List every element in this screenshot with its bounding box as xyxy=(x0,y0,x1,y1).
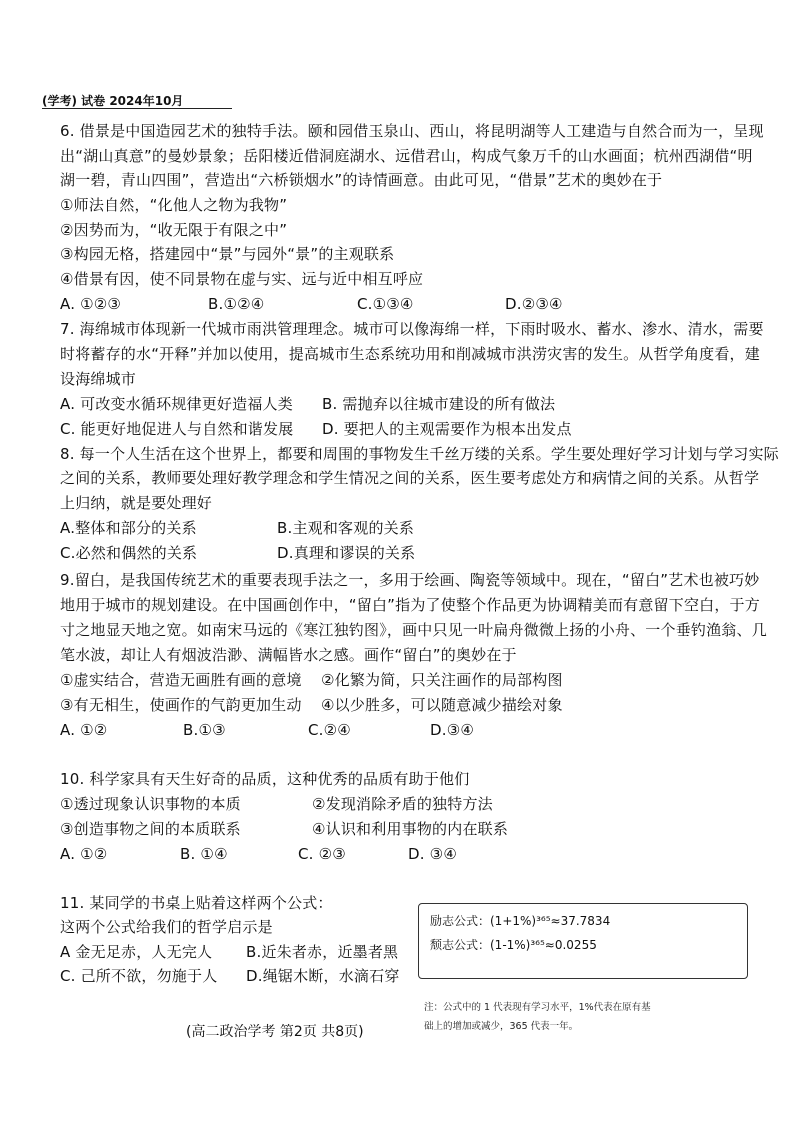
q6-option-d: D.②③④ xyxy=(505,295,563,313)
q9-stem-line-2: 地用于城市的规划建设。在中国画创作中，“留白”指为了使整个作品更为协调精美而有意留下空白，于方 xyxy=(60,596,760,614)
q10-option-d: D. ③④ xyxy=(408,845,457,863)
q10-item-1: ①透过现象认识事物的本质 xyxy=(60,795,241,813)
q11-option-d: D.绳锯木断，水滴石穿 xyxy=(246,967,400,985)
q6-item-4: ④借景有因，使不同景物在虚与实、远与近中相互呼应 xyxy=(60,270,424,288)
q11-stem-2: 这两个公式给我们的哲学启示是 xyxy=(60,918,273,936)
q11-option-b: B.近朱者赤，近墨者黑 xyxy=(246,943,399,961)
q8-option-c: C.必然和偶然的关系 xyxy=(60,544,198,562)
q9-item-1: ①虚实结合，营造无画胜有画的意境 xyxy=(60,671,302,689)
q7-stem-line-1: 7. 海绵城市体现新一代城市雨洪管理理念。城市可以像海绵一样，下雨时吸水、蓄水、渗水、清水，需要 xyxy=(60,320,764,338)
q6-item-3: ③构园无格，搭建园中“景”与园外“景”的主观联系 xyxy=(60,245,395,263)
q6-stem-line-3: 湖一碧，青山四围”，营造出“六桥锁烟水”的诗情画意。由此可见，“借景”艺术的奥妙在于 xyxy=(60,171,663,189)
q7-option-d: D. 要把人的主观需要作为根本出发点 xyxy=(322,420,572,438)
q10-stem: 10. 科学家具有天生好奇的品质，这种优秀的品质有助于他们 xyxy=(60,770,470,788)
q11-option-c: C. 己所不欲，勿施于人 xyxy=(60,967,218,985)
q9-stem-line-4: 笔水波，却让人有烟波浩渺、满幅皆水之感。画作“留白”的奥妙在于 xyxy=(60,646,517,664)
q6-item-2: ②因势而为，“收无限于有限之中” xyxy=(60,221,288,239)
q6-option-a: A. ①②③ xyxy=(60,295,122,313)
q6-stem-line-2: 出“湖山真意”的曼妙景象；岳阳楼近借洞庭湖水、远借君山，构成气象万千的山水画面；杭州西湖借“明 xyxy=(60,147,753,165)
q9-item-3: ③有无相生，使画作的气韵更加生动 xyxy=(60,696,302,714)
q7-option-a: A. 可改变水循环规律更好造福人类 xyxy=(60,395,293,413)
q6-option-c: C.①③④ xyxy=(357,295,414,313)
q10-item-2: ②发现消除矛盾的独特方法 xyxy=(312,795,493,813)
q11-option-a: A 金无足赤，人无完人 xyxy=(60,943,213,961)
q9-option-d: D.③④ xyxy=(430,721,475,739)
q7-option-c: C. 能更好地促进人与自然和谐发展 xyxy=(60,420,294,438)
page-header: (学考) 试卷 2024年10月 xyxy=(42,94,184,108)
q7-option-b: B. 需抛弃以往城市建设的所有做法 xyxy=(322,395,556,413)
q10-item-4: ④认识和利用事物的内在联系 xyxy=(312,820,509,838)
q11-stem: 11. 某同学的书桌上贴着这样两个公式： xyxy=(60,894,333,912)
header-underline xyxy=(42,108,232,109)
q10-option-a: A. ①② xyxy=(60,845,108,863)
q10-option-b: B. ①④ xyxy=(180,845,228,863)
formula-motivation: 励志公式：(1+1%)³⁶⁵≈37.7834 xyxy=(430,914,611,928)
q8-stem-line-3: 上归纳，就是要处理好 xyxy=(60,494,213,512)
q8-stem-line-1: 8. 每一个人生活在这个世界上，都要和周围的事物发生千丝万缕的关系。学生要处理好学习计划与学习实际 xyxy=(60,445,779,463)
q10-item-3: ③创造事物之间的本质联系 xyxy=(60,820,241,838)
q6-option-b: B.①②④ xyxy=(208,295,265,313)
q7-stem-line-3: 设海绵城市 xyxy=(60,370,137,388)
q10-option-c: C. ②③ xyxy=(298,845,346,863)
q6-stem-line-1: 6. 借景是中国造园艺术的独特手法。颐和园借玉泉山、西山，将昆明湖等人工建造与自然合而为一，呈现 xyxy=(60,122,764,140)
q9-option-b: B.①③ xyxy=(183,721,226,739)
q9-option-c: C.②④ xyxy=(308,721,351,739)
q9-stem-line-1: 9.留白，是我国传统艺术的重要表现手法之一，多用于绘画、陶瓷等领域中。现在，“留白”艺术也被巧妙 xyxy=(60,571,760,589)
q7-stem-line-2: 时将蓄存的水“开释”并加以使用，提高城市生态系统功用和削减城市洪涝灾害的发生。从哲学角度看，建 xyxy=(60,345,760,363)
q9-stem-line-3: 寸之地显天地之宽。如南宋马远的《寒江独钓图》，画中只见一叶扁舟微微上扬的小舟、一个垂钓渔翁、几 xyxy=(60,621,767,639)
q9-item-2: ②化繁为简，只关注画作的局部构图 xyxy=(321,671,563,689)
formula-note-line-1: 注：公式中的 1 代表现有学习水平，1%代表在原有基 xyxy=(424,1002,651,1013)
q8-option-d: D.真理和谬误的关系 xyxy=(277,544,416,562)
q9-option-a: A. ①② xyxy=(60,721,108,739)
formula-note-line-2: 础上的增加或减少，365 代表一年。 xyxy=(424,1021,579,1032)
q6-item-1: ①师法自然，“化他人之物为我物” xyxy=(60,196,288,214)
page-footer: (高二政治学考 第2页 共8页) xyxy=(186,1024,364,1040)
formula-decline: 颓志公式：(1-1%)³⁶⁵≈0.0255 xyxy=(430,938,597,952)
q8-option-b: B.主观和客观的关系 xyxy=(277,519,415,537)
q8-option-a: A.整体和部分的关系 xyxy=(60,519,197,537)
q8-stem-line-2: 之间的关系，教师要处理好教学理念和学生情况之间的关系，医生要考虑处方和病情之间的关系。从哲学 xyxy=(60,469,760,487)
q9-item-4: ④以少胜多，可以随意减少描绘对象 xyxy=(321,696,563,714)
